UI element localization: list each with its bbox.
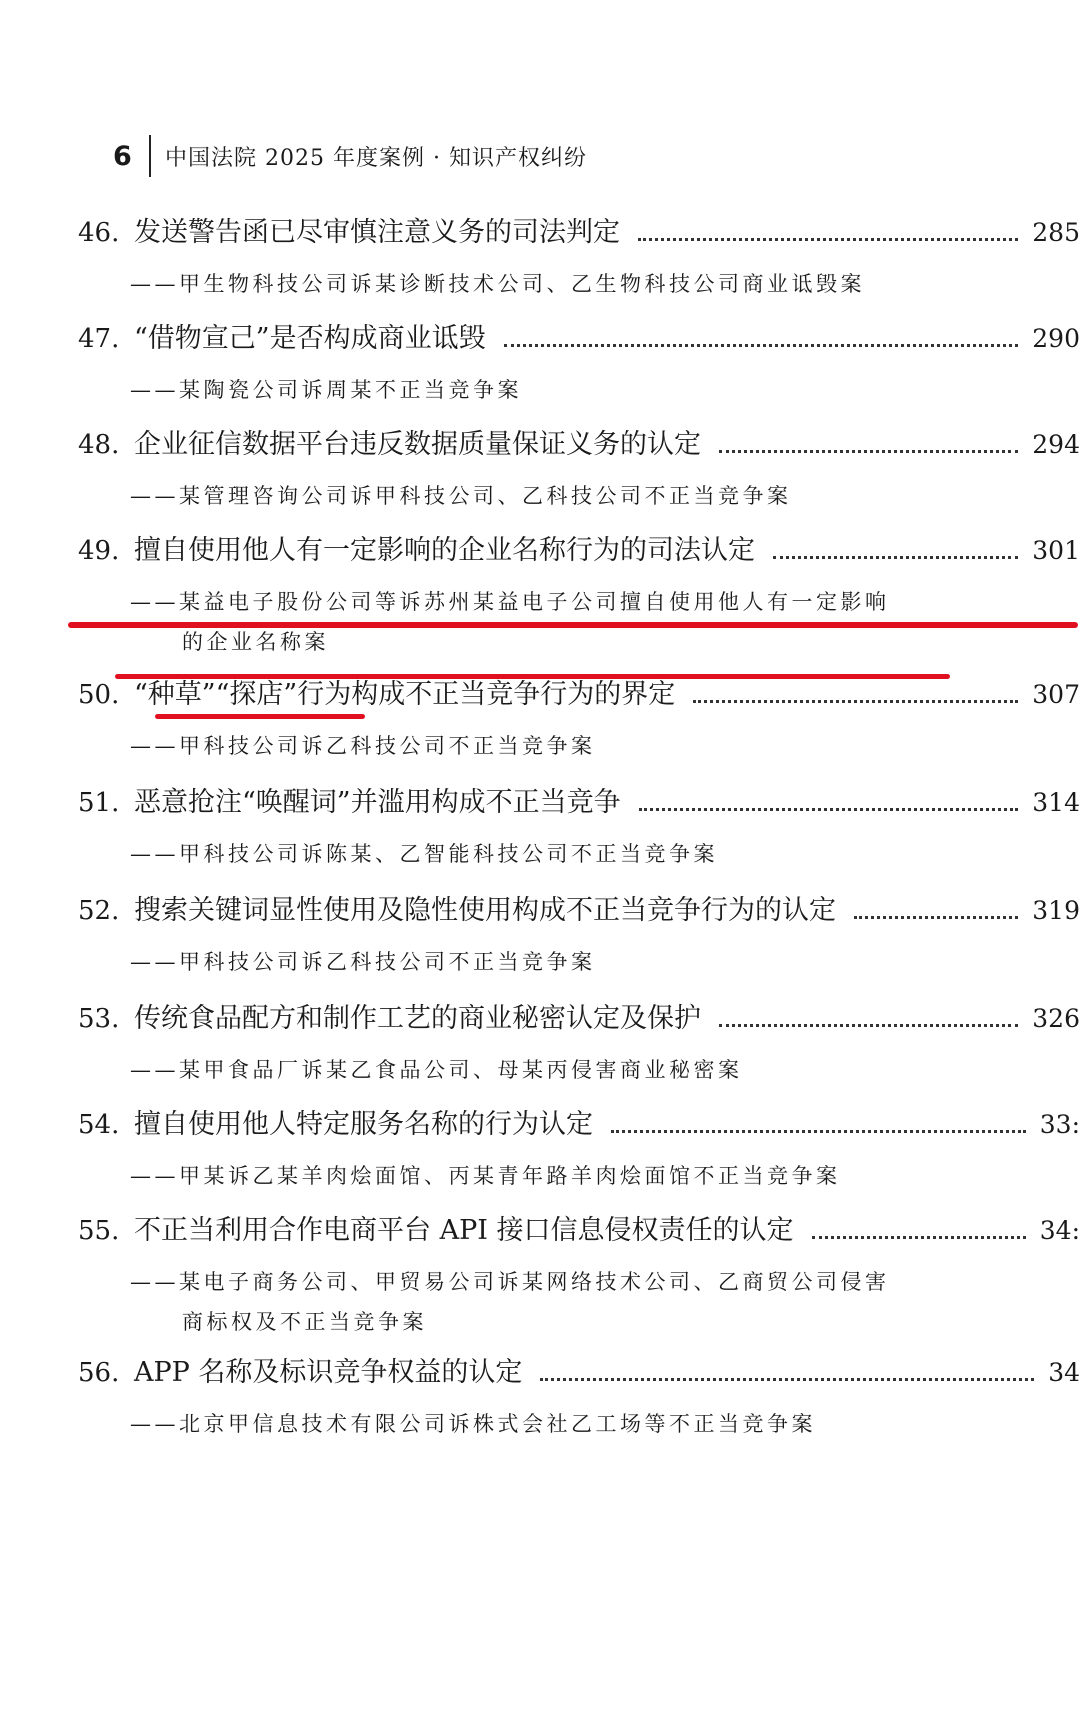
book-title: 中国法院 2025 年度案例 · 知识产权纠纷	[165, 145, 587, 171]
entry-number: 52.	[78, 896, 120, 926]
entry-subtitle-continued: 的企业名称案	[182, 630, 329, 654]
dot-leader	[638, 238, 1018, 241]
entry-number: 47.	[78, 324, 120, 354]
dot-leader	[854, 916, 1018, 919]
entry-subtitle: ——某管理咨询公司诉甲科技公司、乙科技公司不正当竞争案	[130, 484, 792, 508]
entry-number: 48.	[78, 430, 120, 460]
entry-title: 企业征信数据平台违反数据质量保证义务的认定	[134, 429, 701, 460]
toc-entry	[78, 780, 1080, 874]
toc-entry	[78, 210, 1080, 304]
dot-leader	[540, 1378, 1034, 1381]
entry-subtitle: ——某甲食品厂诉某乙食品公司、母某丙侵害商业秘密案	[130, 1058, 743, 1082]
entry-page: 290	[1032, 324, 1080, 353]
entry-number: 55.	[78, 1216, 120, 1246]
entry-subtitle: ——某电子商务公司、甲贸易公司诉某网络技术公司、乙商贸公司侵害	[130, 1270, 890, 1294]
toc-entry	[78, 888, 1080, 982]
toc-entry	[78, 1350, 1080, 1444]
entry-title: 擅自使用他人特定服务名称的行为认定	[134, 1109, 593, 1140]
entry-page: 326	[1032, 1004, 1080, 1033]
entry-subtitle: ——甲某诉乙某羊肉烩面馆、丙某青年路羊肉烩面馆不正当竞争案	[130, 1164, 841, 1188]
entry-title: APP 名称及标识竞争权益的认定	[134, 1357, 523, 1388]
entry-subtitle: ——甲科技公司诉乙科技公司不正当竞争案	[130, 950, 596, 974]
dot-leader	[773, 556, 1018, 559]
dot-leader	[504, 344, 1019, 347]
entry-subtitle: ——北京甲信息技术有限公司诉株式会社乙工场等不正当竞争案	[130, 1412, 816, 1436]
entry-page: 319	[1032, 896, 1080, 925]
entry-number: 49.	[78, 536, 120, 566]
entry-number: 51.	[78, 788, 120, 818]
entry-subtitle: ——甲科技公司诉乙科技公司不正当竞争案	[130, 734, 596, 758]
entry-page: 314	[1032, 788, 1080, 817]
entry-title: “种草”“探店”行为构成不正当竞争行为的界定	[134, 679, 676, 710]
dot-leader	[611, 1130, 1026, 1133]
toc-entry	[78, 1102, 1080, 1196]
toc-entry	[78, 422, 1080, 516]
dot-leader	[693, 700, 1018, 703]
dot-leader	[812, 1236, 1026, 1239]
dot-leader	[719, 1024, 1018, 1027]
entry-title: 擅自使用他人有一定影响的企业名称行为的司法认定	[134, 535, 755, 566]
running-header	[113, 134, 587, 178]
dot-leader	[639, 808, 1019, 811]
entry-number: 46.	[78, 218, 120, 248]
entry-title: 不正当利用合作电商平台 API 接口信息侵权责任的认定	[134, 1215, 794, 1246]
toc-entry	[78, 316, 1080, 410]
entry-title: 搜索关键词显性使用及隐性使用构成不正当竞争行为的认定	[134, 895, 836, 926]
entry-page: 34:	[1039, 1216, 1080, 1245]
entry-title: 恶意抢注“唤醒词”并滥用构成不正当竞争	[134, 787, 621, 818]
toc-entry	[78, 996, 1080, 1090]
entry-subtitle-continued: 商标权及不正当竞争案	[182, 1310, 427, 1334]
entry-subtitle: ——某益电子股份公司等诉苏州某益电子公司擅自使用他人有一定影响	[130, 590, 890, 614]
entry-title: 发送警告函已尽审慎注意义务的司法判定	[134, 217, 620, 248]
entry-number: 53.	[78, 1004, 120, 1034]
red-underline-subtitle-continued	[155, 714, 365, 719]
toc-entry-highlighted	[78, 528, 1080, 662]
dot-leader	[719, 450, 1018, 453]
entry-page: 33:	[1039, 1110, 1080, 1139]
entry-number: 56.	[78, 1358, 120, 1388]
entry-page: 34	[1048, 1358, 1080, 1387]
red-underline-title	[68, 622, 1078, 628]
entry-page: 301	[1032, 536, 1080, 565]
entry-page: 285	[1032, 218, 1080, 247]
toc-entry	[78, 1208, 1080, 1342]
red-underline-subtitle	[115, 674, 950, 679]
entry-number: 54.	[78, 1110, 120, 1140]
entry-page: 307	[1032, 680, 1080, 709]
entry-title: “借物宣己”是否构成商业诋毁	[134, 323, 486, 354]
toc-entry	[78, 672, 1080, 766]
entry-subtitle: ——某陶瓷公司诉周某不正当竞争案	[130, 378, 522, 402]
entry-subtitle: ——甲生物科技公司诉某诊断技术公司、乙生物科技公司商业诋毁案	[130, 272, 865, 296]
header-divider	[149, 135, 151, 177]
entry-title: 传统食品配方和制作工艺的商业秘密认定及保护	[134, 1003, 701, 1034]
entry-page: 294	[1032, 430, 1080, 459]
entry-subtitle: ——甲科技公司诉陈某、乙智能科技公司不正当竞争案	[130, 842, 718, 866]
entry-number: 50.	[78, 680, 120, 710]
page-number: 6	[113, 140, 132, 172]
